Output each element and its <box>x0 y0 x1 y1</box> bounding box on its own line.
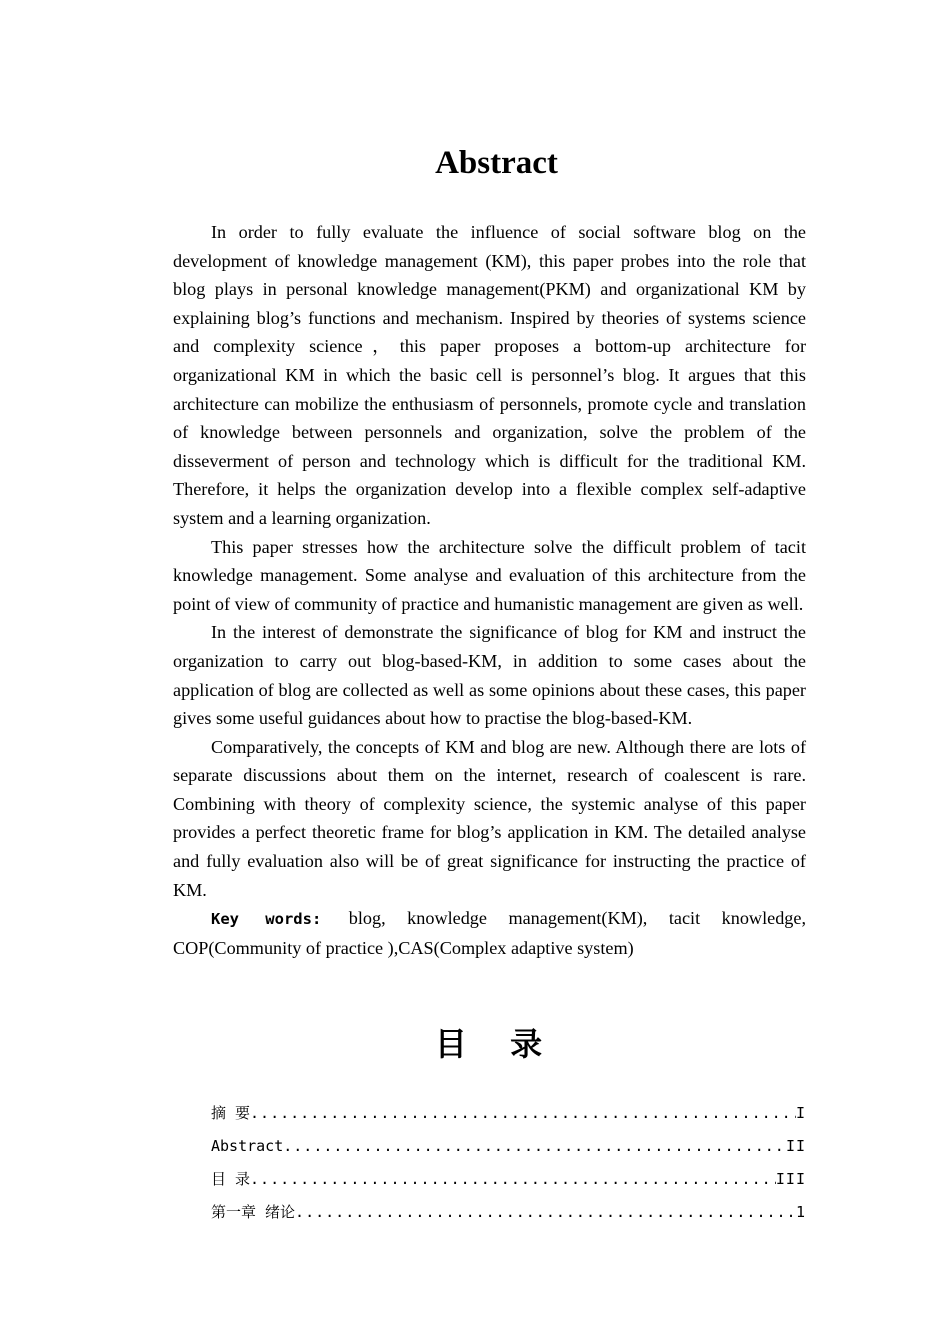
abstract-paragraph: This paper stresses how the architecture solve the difficult problem of tacit knowledge management. Some analyse and evaluation of this architecture from the point of view of community of practice and humanistic management are given as well. <box>173 536 806 614</box>
toc-entry-page: II <box>785 1137 806 1155</box>
abstract-paragraph: In order to fully evaluate the influence of social software blog on the development of knowledge management (KM), this paper probes into the role that blog plays in personal knowledge management(PKM) and organizational KM by explaining blog’s functions and mechanism. Inspired by theories of systems science and complexity science，this paper proposes a bottom-up architecture for organizational KM in which the basic cell is personnel’s blog. It argues that this architecture can mobilize the enthusiasm of personnels, promote cycle and translation of knowledge between personnels and organization, solve the problem of the disseverment of person and technology which is difficult for the traditional KM. Therefore, it helps the organization develop into a flexible complex self-adaptive system and a learning organization. <box>173 222 806 528</box>
toc-entry-label: 摘 要 <box>211 1104 251 1122</box>
toc-entry[interactable] <box>211 1097 806 1130</box>
toc-leader-dots <box>283 1130 786 1163</box>
toc-entry-page: III <box>775 1170 806 1188</box>
toc-entry-page: I <box>795 1104 806 1122</box>
keywords-line <box>173 904 806 962</box>
toc-leader-dots <box>250 1097 796 1130</box>
abstract-title: Abstract <box>435 145 558 181</box>
table-of-contents <box>211 1097 806 1229</box>
abstract-paragraph: Comparatively, the concepts of KM and blog are new. Although there are lots of separate discussions about them on the internet, research of coalescent is rare. Combining with theory of complexity science, the systemic analyse of this paper provides a perfect theoretic frame for blog’s application in KM. The detailed analyse and fully evaluation also will be of great significance for instructing the practice of KM. <box>173 736 806 900</box>
keywords-text: blog, knowledge management(KM), tacit knowledge, COP(Community of practice ),CAS(Complex adaptive system) <box>173 908 806 958</box>
toc-entry[interactable] <box>211 1163 806 1196</box>
toc-title: 目 录 <box>434 1025 559 1063</box>
abstract-body <box>173 218 806 962</box>
toc-leader-dots <box>250 1163 776 1196</box>
abstract-paragraph: In the interest of demonstrate the significance of blog for KM and instruct the organization to carry out blog-based-KM, in addition to some cases about the application of blog are collected as well as some opinions about these cases, this paper gives some useful guidances about how to practise the blog-based-KM. <box>173 622 806 729</box>
keywords-label: Key words: <box>211 910 322 929</box>
toc-entry[interactable] <box>211 1130 806 1163</box>
toc-entry-label: 目 录 <box>211 1170 251 1188</box>
toc-entry-label: Abstract <box>211 1137 284 1155</box>
toc-entry-page: 1 <box>795 1203 806 1221</box>
toc-leader-dots <box>295 1196 796 1229</box>
toc-entry-label: 第一章 绪论 <box>211 1203 296 1221</box>
toc-entry[interactable] <box>211 1196 806 1229</box>
